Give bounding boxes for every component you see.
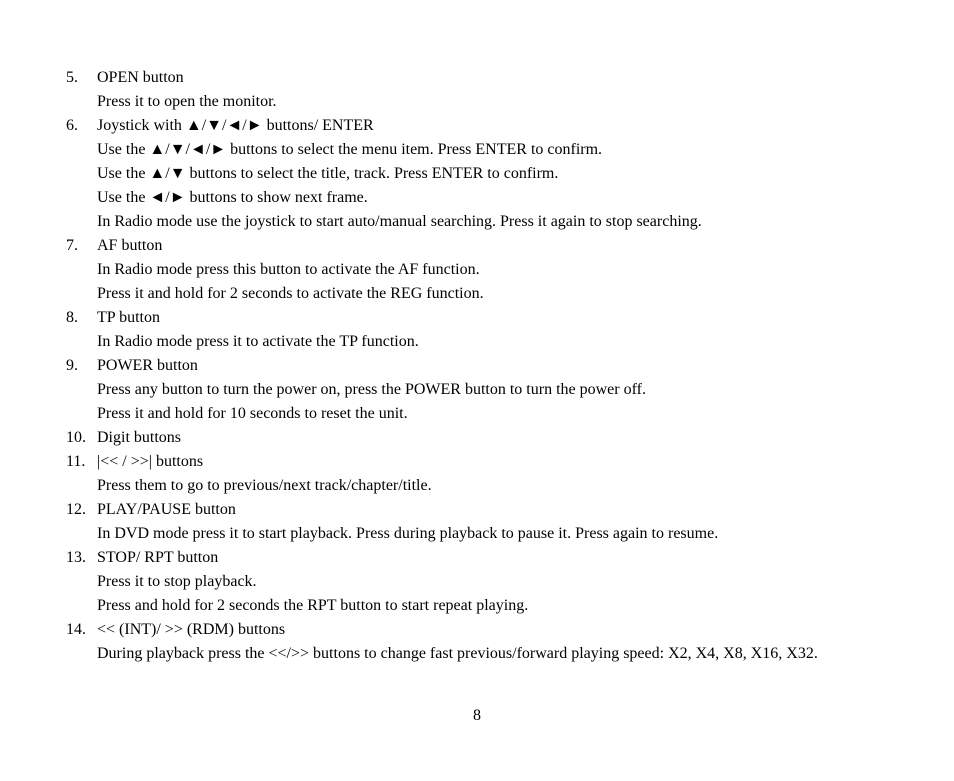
list-item-open-button [66, 66, 896, 114]
item-description: Press it and hold for 10 seconds to reset the unit. [97, 405, 408, 422]
item-number: 12. [66, 501, 86, 518]
item-title: AF button [97, 237, 163, 254]
item-title: PLAY/PAUSE button [97, 501, 236, 518]
item-description: Use the ▲/▼ buttons to select the title, track. Press ENTER to confirm. [97, 165, 559, 182]
item-description: Press it and hold for 2 seconds to activate the REG function. [97, 285, 484, 302]
list-item-skip-buttons [66, 450, 896, 498]
item-description: Press and hold for 2 seconds the RPT button to start repeat playing. [97, 597, 529, 614]
item-number: 14. [66, 621, 86, 638]
page-number: 8 [473, 707, 481, 724]
item-description: During playback press the <</>> buttons to change fast previous/forward playing speed: X2, X4, X8, X16, X32. [97, 645, 818, 662]
item-description: Press any button to turn the power on, press the POWER button to turn the power off. [97, 381, 646, 398]
item-description: In Radio mode press this button to activate the AF function. [97, 261, 480, 278]
item-number: 8. [66, 309, 78, 326]
item-number: 7. [66, 237, 78, 254]
item-description: Use the ◄/► buttons to show next frame. [97, 189, 368, 206]
item-number: 10. [66, 429, 86, 446]
item-number: 9. [66, 357, 78, 374]
item-number: 13. [66, 549, 86, 566]
list-item-int-rdm-buttons [66, 618, 896, 666]
item-description: Press them to go to previous/next track/chapter/title. [97, 477, 432, 494]
item-title: STOP/ RPT button [97, 549, 219, 566]
item-description: Press it to stop playback. [97, 573, 257, 590]
list-item-digit-buttons [66, 426, 896, 450]
item-number: 6. [66, 117, 78, 134]
item-number: 11. [66, 453, 86, 470]
list-item-power-button [66, 354, 896, 426]
item-title: << (INT)/ >> (RDM) buttons [97, 621, 286, 638]
item-title: |<< / >>| buttons [97, 453, 204, 470]
item-description: In Radio mode press it to activate the TP function. [97, 333, 419, 350]
item-description: In DVD mode press it to start playback. Press during playback to pause it. Press again to resume. [97, 525, 719, 542]
list-item-play-pause-button [66, 498, 896, 546]
item-title: POWER button [97, 357, 198, 374]
item-title: TP button [97, 309, 160, 326]
list-item-stop-rpt-button [66, 546, 896, 618]
item-number: 5. [66, 69, 78, 86]
item-description: Use the ▲/▼/◄/► buttons to select the menu item. Press ENTER to confirm. [97, 141, 603, 158]
item-title: OPEN button [97, 69, 184, 86]
item-description: Press it to open the monitor. [97, 93, 277, 110]
list-item-af-button [66, 234, 896, 306]
list-item-tp-button [66, 306, 896, 354]
item-description: In Radio mode use the joystick to start auto/manual searching. Press it again to stop searching. [97, 213, 702, 230]
list-item-joystick [66, 114, 896, 234]
item-title: Digit buttons [97, 429, 182, 446]
item-title: Joystick with ▲/▼/◄/► buttons/ ENTER [97, 117, 374, 134]
button-description-list [66, 66, 896, 666]
